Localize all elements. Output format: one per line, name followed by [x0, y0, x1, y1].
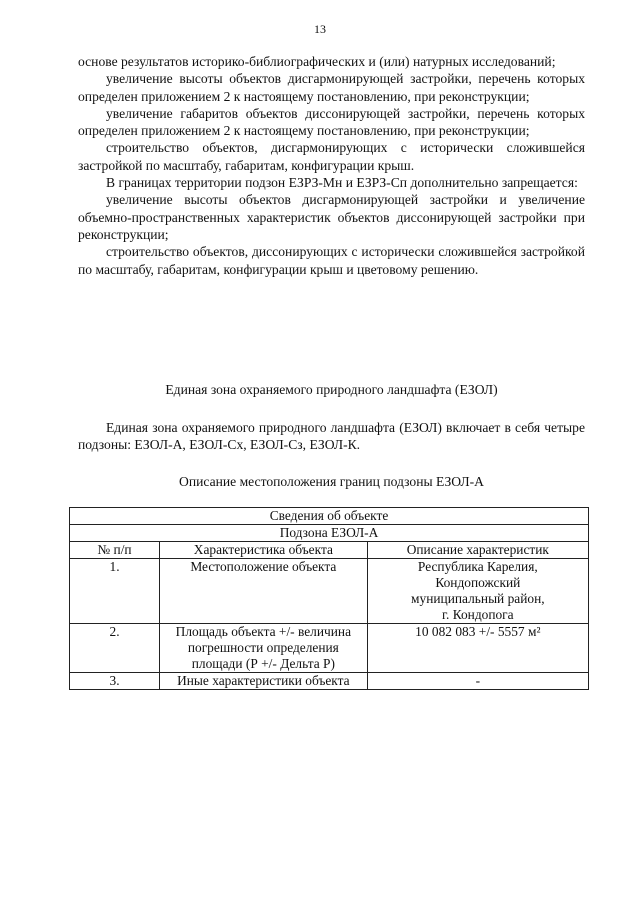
- zone-heading: Единая зона охраняемого природного ландшафта (ЕЗОЛ): [165, 382, 498, 397]
- table-caption: Сведения об объекте: [70, 508, 589, 525]
- cell-line: г. Кондопога: [442, 607, 514, 622]
- cell-line: Иные характеристики объекта: [177, 673, 350, 688]
- cell-line: -: [475, 673, 481, 688]
- paragraph: строительство объектов, диссонирующих с исторически сложившейся застройкой по масштабу, габаритам, конфигурации крыш и цветовому решению.: [78, 244, 585, 277]
- body-text: [78, 53, 585, 278]
- row-characteristic: [160, 559, 368, 624]
- object-info-table: [69, 507, 589, 690]
- table-row: [70, 559, 589, 624]
- cell-line: Площадь объекта +/- величина: [175, 624, 352, 639]
- column-header-characteristic: Характеристика объекта: [160, 542, 368, 559]
- table-subcaption: Подзона ЕЗОЛ-А: [70, 525, 589, 542]
- column-header-description: Описание характеристик: [367, 542, 588, 559]
- table-row: [70, 673, 589, 690]
- row-description: [367, 673, 588, 690]
- table-title: Описание местоположения границ подзоны ЕЗОЛ-А: [179, 474, 484, 489]
- zone-paragraph-block: [78, 419, 585, 454]
- paragraph: увеличение высоты объектов дисгармонирующей застройки и увеличение объемно-пространственных характеристик объектов диссонирующей застройки при реконструкции;: [78, 192, 585, 242]
- paragraph: основе результатов историко-библиографических и (или) натурных исследований;: [78, 54, 556, 69]
- zone-paragraph: Единая зона охраняемого природного ландшафта (ЕЗОЛ) включает в себя четыре подзоны: ЕЗОЛ-А, ЕЗОЛ-Сх, ЕЗОЛ-Сз, ЕЗОЛ-К.: [78, 420, 585, 453]
- row-number: 2.: [70, 624, 160, 673]
- cell-line: муниципальный район,: [411, 591, 545, 606]
- page-number: 13: [314, 22, 326, 36]
- table-caption-row: [70, 508, 589, 525]
- cell-line: Местоположение объекта: [190, 559, 337, 574]
- table-subcaption-row: [70, 525, 589, 542]
- cell-line: Кондопожский: [435, 575, 521, 590]
- row-number: 3.: [70, 673, 160, 690]
- cell-line: Республика Карелия,: [417, 559, 538, 574]
- table-header-row: [70, 542, 589, 559]
- row-description: [367, 624, 588, 673]
- row-characteristic: [160, 673, 368, 690]
- row-number: 1.: [70, 559, 160, 624]
- paragraph: увеличение высоты объектов дисгармонирующей застройки, перечень которых определен приложением 2 к настоящему постановлению, при реконструкции;: [78, 71, 585, 104]
- table-row: [70, 624, 589, 673]
- cell-line: площади (Р +/- Дельта Р): [191, 656, 335, 671]
- row-description: [367, 559, 588, 624]
- row-characteristic: [160, 624, 368, 673]
- paragraph: увеличение габаритов объектов диссонирующей застройки, перечень которых определен приложением 2 к настоящему постановлению, при реконструкции;: [78, 105, 585, 139]
- paragraph: В границах территории подзон ЕЗРЗ-Мн и ЕЗРЗ-Сп дополнительно запрещается:: [106, 175, 578, 191]
- column-header-number: № п/п: [70, 542, 160, 559]
- paragraph: строительство объектов, дисгармонирующих с исторически сложившейся застройкой по масштабу, габаритам, конфигурации крыш.: [78, 140, 585, 173]
- cell-line: 10 082 083 +/- 5557 м²: [415, 624, 541, 639]
- cell-line: погрешности определения: [187, 640, 339, 655]
